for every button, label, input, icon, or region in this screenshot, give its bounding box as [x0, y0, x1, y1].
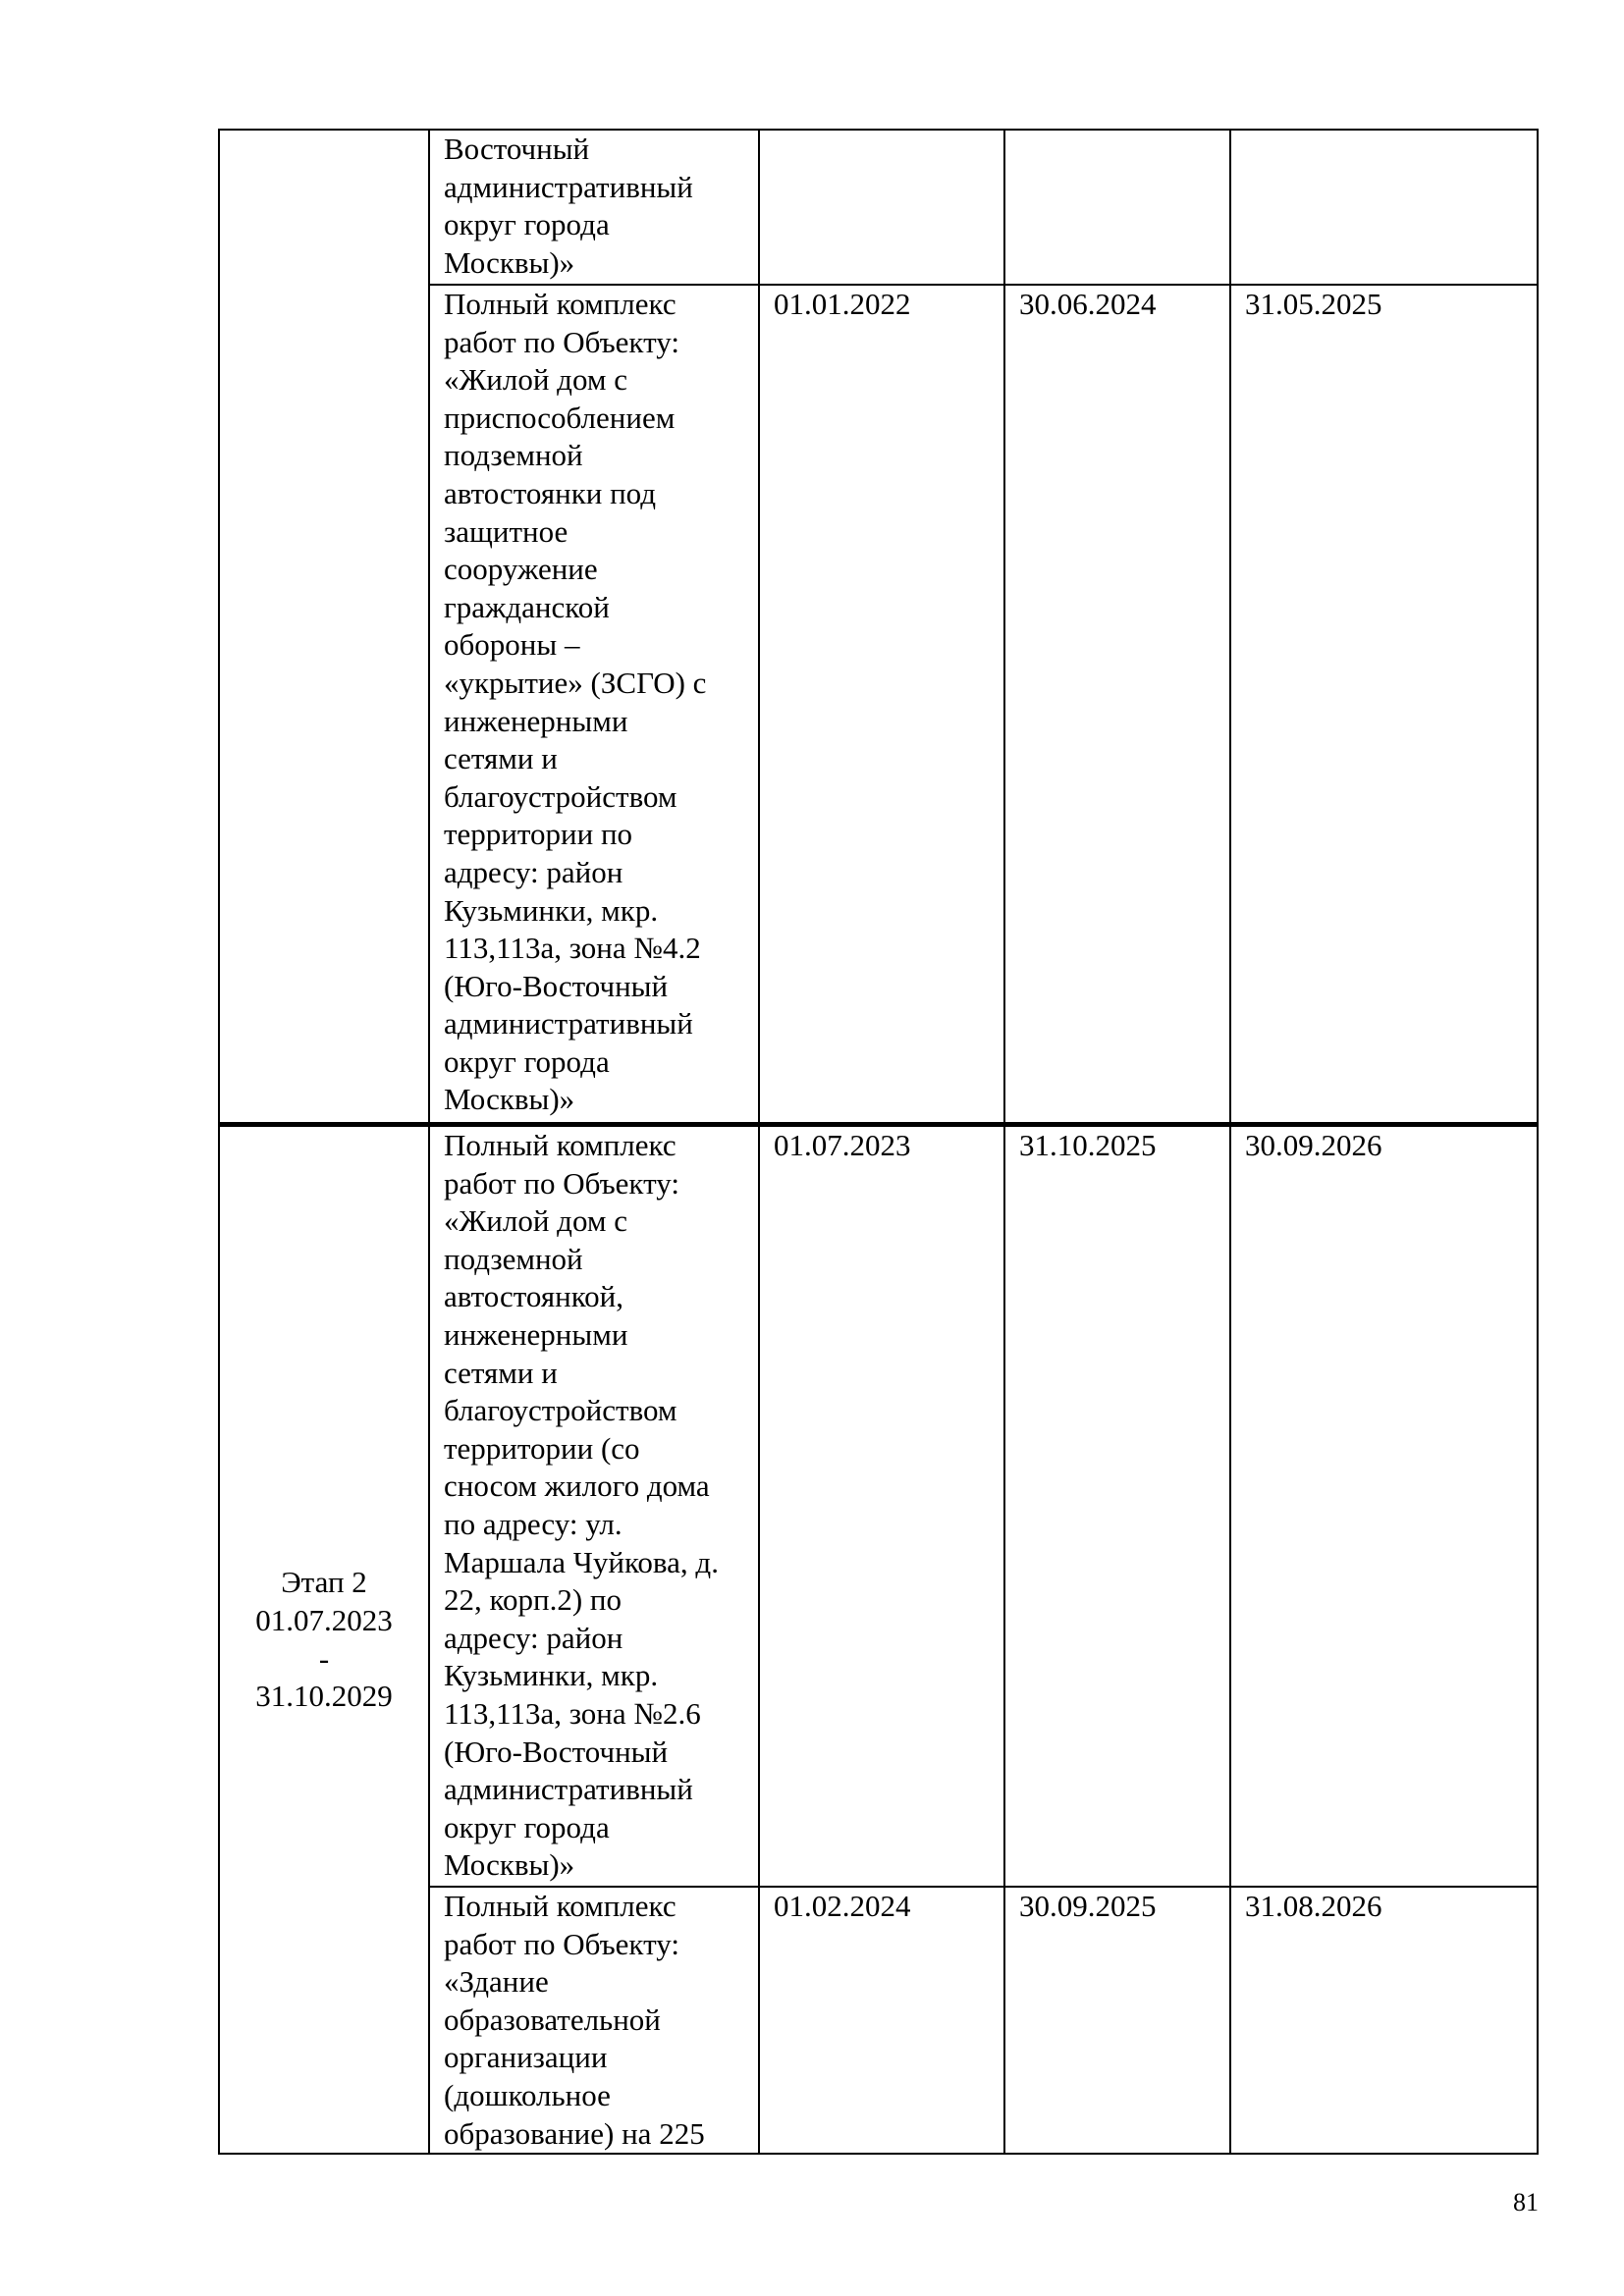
stage-cell: Этап 2 01.07.2023 - 31.10.2029 — [219, 1125, 429, 2155]
work-description-cell: Полный комплекс работ по Объекту: «Жилой дом с приспособлением подземной автостоянки под защитное сооружение гражданской обороны – «укрытие» (ЗСГО) с инженерными сетями и благоустройством территории по адресу: район Кузьминки, мкр. 113,113а, зона №4.2 (Юго-Восточный административный округ города Москвы)» — [429, 285, 759, 1125]
table-row — [219, 130, 1538, 285]
schedule-table — [218, 129, 1539, 2155]
work-description-cell: Восточный административный округ города Москвы)» — [429, 130, 759, 285]
work-description-cell: Полный комплекс работ по Объекту: «Жилой дом с подземной автостоянкой, инженерными сетями и благоустройством территории (со сносом жилого дома по адресу: ул. Маршала Чуйкова, д. 22, корп.2) по адресу: район Кузьминки, мкр. 113,113а, зона №2.6 (Юго-Восточный административный округ города Москвы)» — [429, 1125, 759, 1888]
start-date-cell: 01.02.2024 — [759, 1887, 1004, 2154]
stage-cell — [219, 130, 429, 1125]
table-row — [219, 1125, 1538, 1888]
end-date-cell: 31.10.2025 — [1004, 1125, 1230, 1888]
end-date-cell: 30.06.2024 — [1004, 285, 1230, 1125]
start-date-cell: 01.07.2023 — [759, 1125, 1004, 1888]
start-date-cell — [759, 130, 1004, 285]
work-description-cell: Полный комплекс работ по Объекту: «Здание образовательной организации (дошкольное образование) на 225 — [429, 1887, 759, 2154]
page-number: 81 — [1513, 2188, 1539, 2216]
commissioning-date-cell — [1230, 130, 1538, 285]
commissioning-date-cell: 31.05.2025 — [1230, 285, 1538, 1125]
start-date-cell: 01.01.2022 — [759, 285, 1004, 1125]
end-date-cell — [1004, 130, 1230, 285]
commissioning-date-cell: 31.08.2026 — [1230, 1887, 1538, 2154]
end-date-cell: 30.09.2025 — [1004, 1887, 1230, 2154]
commissioning-date-cell: 30.09.2026 — [1230, 1125, 1538, 1888]
